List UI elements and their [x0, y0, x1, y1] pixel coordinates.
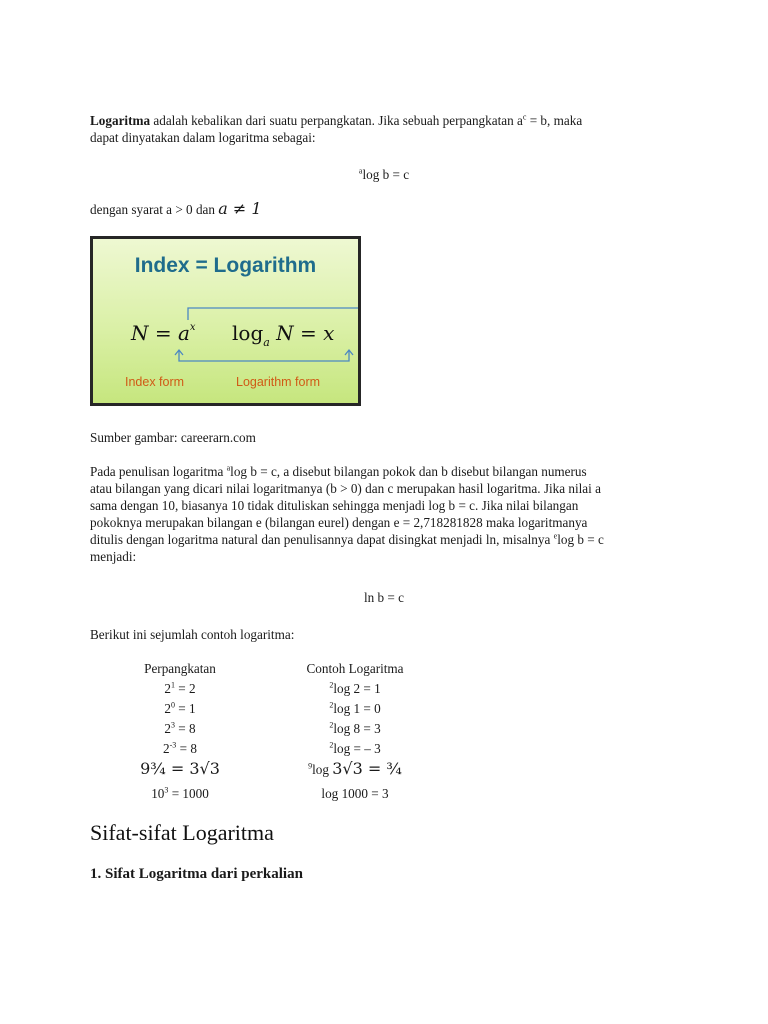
log-base: 2 [329, 720, 334, 730]
log-expr: log 8 = 3 [333, 721, 381, 736]
intro-text-end: = b, maka [526, 113, 583, 128]
table-row [280, 741, 430, 757]
power-result: = 8 [176, 741, 197, 756]
formula-log-definition [0, 167, 768, 183]
log-base: 2 [329, 680, 334, 690]
condition-math: a ≠ 1 [218, 199, 262, 218]
bottom-arrow [175, 350, 353, 361]
log-expr: log 2 = 1 [333, 681, 381, 696]
power-result: = 1 [174, 701, 196, 716]
table-row: log 1000 = 3 [321, 786, 389, 801]
index-equation [131, 321, 196, 345]
index-eq-text: N = a [131, 321, 190, 345]
formula-base: a [358, 166, 363, 176]
subsection-heading: 1. Sifat Logaritma dari perkalian [90, 866, 303, 882]
log-base: 9 [308, 761, 313, 771]
para-line-5 [90, 531, 690, 548]
index-logarithm-figure [90, 236, 361, 406]
power-exp: -3 [169, 740, 177, 750]
power-base: 2 [164, 681, 171, 696]
table-row [280, 701, 430, 717]
log-base: 2 [329, 740, 334, 750]
para-base-e: e [553, 531, 558, 541]
log-eq-rest: N = x [269, 321, 335, 345]
power-exp: 0 [170, 700, 175, 710]
image-source: Sumber gambar: careerarn.com [90, 430, 256, 445]
logarithm-form-label: Logarithm form [236, 375, 321, 389]
log-word: log [312, 762, 329, 777]
intro-paragraph [90, 112, 690, 146]
log-base: a [263, 336, 270, 349]
power-base: 2 [164, 701, 171, 716]
para-line-3: sama dengan 10, biasanya 10 tidak dituliskan sehingga menjadi log b = c. Jika nilai bilangan [90, 498, 579, 513]
para-text: Pada penulisan logaritma [90, 464, 227, 479]
power-result: = 1000 [168, 786, 209, 801]
index-form-label: Index form [125, 375, 185, 389]
power-base: 2 [163, 741, 170, 756]
exponent-c: c [522, 112, 527, 122]
para-line-2: atau bilangan yang dicari nilai logaritmanya (b > 0) dan c merupakan hasil logaritma. Jika nilai a [90, 481, 601, 496]
log-equation [232, 321, 334, 349]
power-exp: 3 [170, 720, 175, 730]
table-row [110, 681, 250, 697]
table-row [110, 786, 250, 802]
power-exp: 3 [164, 785, 169, 795]
log-word: log [232, 321, 264, 345]
formula-ln: ln b = c [363, 590, 405, 605]
section-heading: Sifat-sifat Logaritma [90, 820, 274, 845]
intro-line-2: dapat dinyatakan dalam logaritma sebagai: [90, 130, 316, 145]
power-result: = 8 [174, 721, 196, 736]
condition-line [90, 200, 262, 218]
para-text: ditulis dengan logaritma natural dan penulisannya dapat disingkat menjadi ln, misalnya [90, 532, 554, 547]
para-line-6: menjadi: [90, 549, 137, 564]
power-base: 10 [151, 786, 165, 801]
power-result: = 2 [174, 681, 196, 696]
table-row [110, 701, 250, 717]
examples-intro: Berikut ini sejumlah contoh logaritma: [90, 627, 295, 642]
para-line-4: pokoknya merupakan bilangan e (bilangan eurel) dengan e = 2,718281828 maka logaritmanya [90, 515, 588, 530]
para-base-a: a [226, 463, 231, 473]
log-expr: log = – 3 [333, 741, 381, 756]
log-base: 2 [329, 700, 334, 710]
top-arrow [188, 308, 358, 320]
para-line-1 [90, 463, 690, 480]
table-row [110, 741, 250, 757]
column-header-contoh: Contoh Logaritma [306, 661, 404, 676]
figure-background [93, 239, 358, 403]
intro-text: adalah kebalikan dari suatu perpangkatan. Jika sebuah perpangkatan a [150, 113, 523, 128]
column-header-perpangkatan: Perpangkatan [144, 661, 216, 676]
log-expr: 3√3 = ¾ [332, 759, 402, 778]
condition-text: dengan syarat a > 0 dan [90, 202, 219, 217]
table-row: 9¾ = 3√3 [140, 759, 220, 778]
table-row [280, 759, 430, 778]
index-eq-exponent: x [189, 322, 196, 333]
para-text: log b = c [557, 532, 604, 547]
log-expr: log 1 = 0 [333, 701, 381, 716]
para-text: log b = c, a disebut bilangan pokok dan b disebut bilangan numerus [230, 464, 587, 479]
table-row [110, 721, 250, 737]
explanation-paragraph [90, 463, 690, 565]
intro-line-1 [90, 112, 690, 129]
figure-title: Index = Logarithm [134, 254, 317, 277]
formula-text: log b = c [362, 167, 410, 182]
power-base: 2 [164, 721, 171, 736]
table-row [280, 721, 430, 737]
table-row [280, 681, 430, 697]
term-logaritma: Logaritma [90, 113, 151, 128]
power-exp: 1 [170, 680, 175, 690]
